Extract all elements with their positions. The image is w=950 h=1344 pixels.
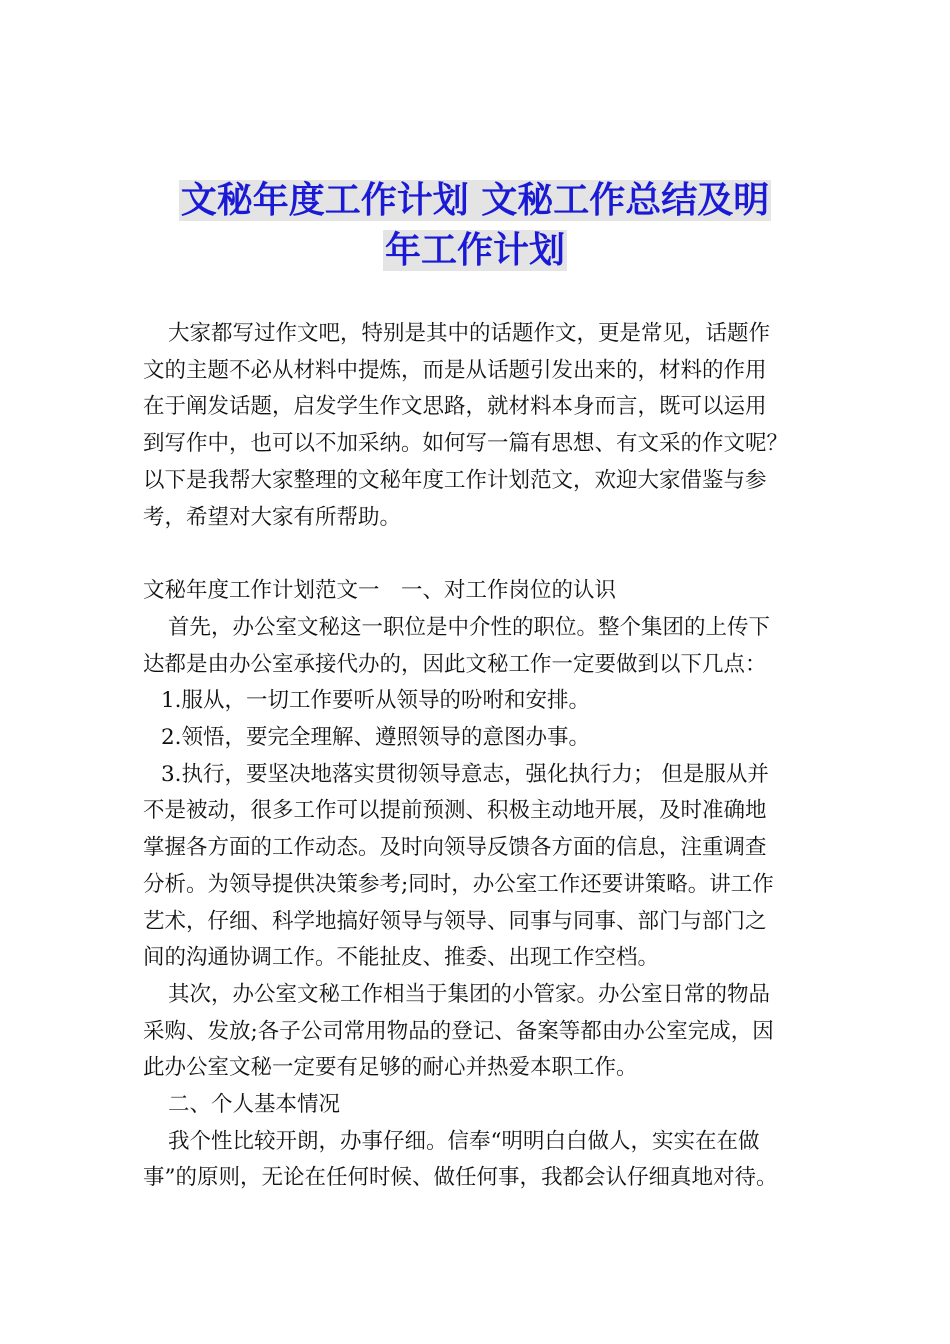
intro-line: 文的主题不必从材料中提炼，而是从话题引发出来的，材料的作用 <box>143 357 767 383</box>
paragraph-line: 达都是由办公室承接代办的，因此文秘工作一定要做到以下几点： <box>143 651 767 677</box>
paragraph-line: 此办公室文秘一定要有足够的耐心并热爱本职工作。 <box>143 1055 638 1081</box>
intro-line: 以下是我帮大家整理的文秘年度工作计划范文，欢迎大家借鉴与参 <box>143 467 767 493</box>
intro-line: 到写作中，也可以不加采纳。如何写一篇有思想、有文采的作文呢？ <box>143 431 789 457</box>
paragraph-gap <box>143 536 813 573</box>
paragraph-line: 间的沟通协调工作。不能扯皮、推委、出现工作空档。 <box>143 945 660 971</box>
paragraph-line: 分析。为领导提供决策参考;同时，办公室工作还要讲策略。讲工作 <box>143 871 774 897</box>
intro-line: 在于阐发话题，启发学生作文思路，就材料本身而言，既可以运用 <box>143 394 767 420</box>
section-heading: 文秘年度工作计划范文一 一、对工作岗位的认识 <box>143 578 617 604</box>
paragraph-line: 不是被动，很多工作可以提前预测、积极主动地开展，及时准确地 <box>143 798 767 824</box>
document-body <box>143 316 813 1197</box>
list-item: 1.服从，一切工作要听从领导的吩咐和安排。 <box>161 688 591 714</box>
title-line-1: 文秘年度工作计划 文秘工作总结及明 <box>180 180 770 221</box>
list-item: 3.执行，要坚决地落实贯彻领导意志，强化执行力； 但是服从并 <box>161 761 769 787</box>
document-title <box>0 176 950 276</box>
list-item: 2.领悟，要完全理解、遵照领导的意图办事。 <box>161 725 591 751</box>
paragraph-line: 艺术，仔细、科学地搞好领导与领导、同事与同事、部门与部门之 <box>143 908 767 934</box>
intro-line: 考，希望对大家有所帮助。 <box>143 504 402 530</box>
title-line-2: 年工作计划 <box>384 230 565 271</box>
paragraph-line: 首先，办公室文秘这一职位是中介性的职位。整个集团的上传下 <box>168 614 771 640</box>
paragraph-line: 事”的原则，无论在任何时候、做任何事，我都会认仔细真地对待。 <box>143 1165 778 1191</box>
intro-line: 大家都写过作文吧，特别是其中的话题作文，更是常见，话题作 <box>168 321 771 346</box>
paragraph-line: 我个性比较开朗，办事仔细。信奉“明明白白做人，实实在在做 <box>168 1128 760 1154</box>
paragraph-line: 采购、发放;各子公司常用物品的登记、备案等都由办公室完成，因 <box>143 1018 774 1044</box>
section-heading-2: 二、个人基本情况 <box>168 1092 341 1118</box>
paragraph-line: 掌握各方面的工作动态。及时向领导反馈各方面的信息，注重调查 <box>143 835 767 861</box>
paragraph-line: 其次，办公室文秘工作相当于集团的小管家。办公室日常的物品 <box>168 981 771 1007</box>
